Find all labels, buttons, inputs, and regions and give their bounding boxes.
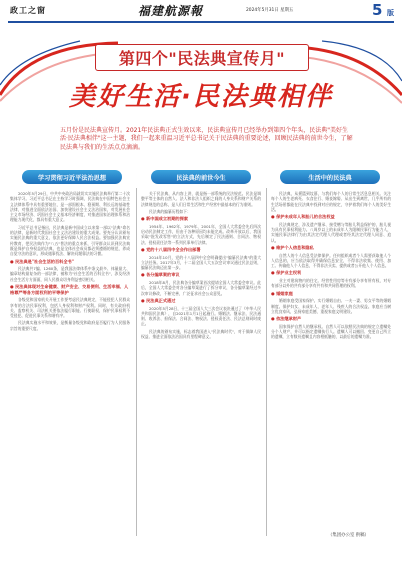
article-paragraph: 民法典实施水平和效果，是衡量各级党和政府是否履行为人民服务宗旨的重要尺度。	[10, 320, 130, 331]
article-paragraph: 民法典的颁布实施，标志着我国进入"民法典时代"，对于保障人民权益、推进全面依法治国具有里程碑意义。	[141, 328, 261, 340]
banner-title-box	[95, 44, 309, 71]
article-paragraph: 1954年、1962年、1979年、2001年，全国人大常委会先后四次启动民法制定工作，但由于各种原因均未能完成。改革开放以后，我国采取"批发改零售"的立法方式，先后制定了民法通则、合同法、物权法、侵权责任法等一系列民事单行法律。	[141, 223, 261, 245]
article-column-3	[271, 191, 391, 531]
column-divider	[136, 188, 137, 536]
article-paragraph: 民法典的编纂历程如下：	[149, 208, 191, 214]
article-paragraph: 关于民法典，从内容上讲，就是指一部系统的民法规范。民法是调整平等主体的自然人、法人和非法人组织之间的人身关系和财产关系的法律规范的总称，是人们日常生活和生产经营中最基本的行为准则。	[141, 191, 261, 207]
banner-slogan: 美好生活·民法典相伴	[69, 82, 333, 112]
article-paragraph: 2020年5月28日，十三届全国人大三次会议表决通过了《中华人民共和国民法典》，自2021年1月1日起施行。婚姻法、继承法、民法通则、收养法、担保法、合同法、物权法、侵权责任法、民法总则同时废止。	[141, 305, 261, 327]
article-paragraph: 2014年10月，党的十八届四中全会明确提出"编纂民法典"的重大立法任务。2017年3月，十二届全国人大五次会议审议通过民法总则，编纂民法典迈出第一步。	[141, 254, 261, 271]
article-column-1	[10, 191, 130, 531]
article-paragraph: 民法典，从摇篮到坟墓，与我们每个人的日常生活息息相关。关注每个人的生老病死、衣食住行、婚丧嫁娶、从出生到离世，几乎所有的生活场景都能在民法典中找到对应的规定，守护着我们每个人的美好生活。	[271, 191, 391, 212]
article-column-2	[141, 191, 261, 531]
article-subheading: ● 各分编草案的审议	[141, 272, 180, 278]
article-paragraph: 自然人的个人信息受法律保护。任何组织或者个人需要获取他人个人信息的，应当依法取得并确保信息安全，不得非法收集、使用、加工、传输他人个人信息，不得非法买卖、提供或者公开他人个人信息。	[271, 252, 391, 269]
masthead: 福建航源報	[138, 4, 204, 18]
issue-date: 2024年5月31日 星期五	[246, 8, 294, 13]
article-subheading: ● 新中国成立初期的探索	[141, 216, 188, 222]
column-tab-1: 学习贯彻习近平法治思想	[22, 170, 122, 184]
article-paragraph: 国家保护自然人的继承权。自然人可以依照民法典的规定立遗嘱处分个人财产，并可以指定遗嘱执行人。遗嘱人可以撤回、变更自己所立的遗嘱，立有数份遗嘱且内容相抵触的，以最后的遗嘱为准。	[271, 323, 391, 340]
article-subheading: ● 依法继承财产	[271, 316, 302, 322]
article-paragraph: 2020年5月29日，中共中央政治局就切实实施民法典举行第二十次集体学习。习近平总书记在主持学习时强调，民法典在中国特色社会主义法律体系中具有重要地位，是一部固根本、稳预期、利长远的基础性法律，对推进全面依法治国、加快建设社会主义法治国家，对发展社会主义市场经济、巩固社会主义基本经济制度，对推进国家治理体系和治理能力现代化，都具有重大意义。	[10, 191, 130, 223]
article-paragraph: 各级党和国家机关开展工作要考虑民法典规定，不能侵犯人民群众享有的合法民事权利，包括人身权利和财产权利。同时，有关政府机关、监察机关、司法机关要依法履行职能、行使职权，保护民事权利不受侵犯、促进民事关系和谐有序。	[10, 297, 130, 319]
article-paragraph: 习近平总书记指出，民法典是新中国成立以来第一部以"法典"命名的法律，是新时代我国社会主义法治建设的重大成果。要充分认识颁布实施民法典的重大意义，依法更好保障人民合法权益。要加强民法典宣传教育，把民法典作为"八五"普法的重点来抓，引导群众认识到民法典既是保护自身权益的法典，也是全体社会成员都必须遵循的规范，养成自觉守法的意识，形成遇事找法、解决问题靠法的习惯。	[10, 224, 130, 257]
article-paragraph: 民法典规定，涉及遗产继承、接受赠与等胎儿利益保护的，胎儿视为具有民事权利能力。八周岁以上的未成年人为限制民事行为能力人，实施民事法律行为由其法定代理人代理或者经其法定代理人同意、追认。	[271, 221, 391, 243]
article-subheading: ● 婚姻家庭	[271, 290, 293, 296]
article-subheading: ● 保护未成年人和胎儿的合法权益	[271, 214, 335, 220]
lead-paragraph: 五月份是民法典宣传月。2021年民法典正式生效以来，民法典宣传月已经举办到第四个年头，民法典"美好生活·民法典相伴"这一主题，我们一起来重温习近平总书记关于民法典的重要论述，回顾民法典的前世今生，了解民法典与我们的生活点点滴滴。	[60, 127, 353, 151]
article-subheading: ● 民法典体现对生命健康、财产安全、交易便利、生活幸福、人格尊严等各方面权利的平等保护	[10, 284, 129, 295]
column-divider	[266, 188, 267, 536]
article-subheading: ● 党的十八届四中全会作出部署	[141, 246, 201, 252]
article-paragraph: 民法典共7编、1260条，是我国法律体系中条文最多、体量最大、编章结构最复杂的一部法律，被称为"社会生活的百科全书"，涉及经济社会生活方方面面，同人民群众切身利益密切相关。	[10, 266, 130, 282]
banner	[0, 23, 402, 111]
article-subheading: ● 保护业主权利	[271, 270, 302, 276]
page-header	[0, 0, 402, 20]
article-paragraph: 业主对建筑物内的住宅、经营性用房等专有部分享有所有权，对专有部分以外的共有部分享有共有和共同管理的权利。	[271, 278, 391, 289]
column-tab-2: 民法典的前世今生	[151, 170, 251, 184]
page-number: 5	[372, 1, 383, 19]
page-suffix: 版	[387, 9, 394, 17]
article-subheading: ● 维护个人信息和隐私	[271, 244, 314, 250]
article-subheading: ● 民法典是"社会生活的百科全书"	[10, 258, 74, 264]
byline: （集团办公室 供稿）	[328, 533, 369, 538]
section-name: 政工之窗	[10, 6, 46, 15]
column-tab-3: 生活中的民法典	[280, 170, 380, 184]
article-paragraph: 2018年8月，民法典各分编草案首次提请全国人大常委会审议。此后，全国人大常委会对各分编草案进行了拆分审议，各分编草案经过多次审议修改，不断完善，广泛征求社会公众意见。	[141, 280, 261, 296]
article-paragraph: 婚姻家庭受国家保护。实行婚姻自由、一夫一妻、男女平等的婚姻制度。保护妇女、未成年人、老年人、残疾人的合法权益。家庭应当树立优良家风，弘扬家庭美德，重视家庭文明建设。	[271, 298, 391, 314]
banner-title: 第四个"民法典宣传月"	[118, 49, 286, 68]
article-subheading: ● 民法典正式通过	[141, 297, 176, 303]
